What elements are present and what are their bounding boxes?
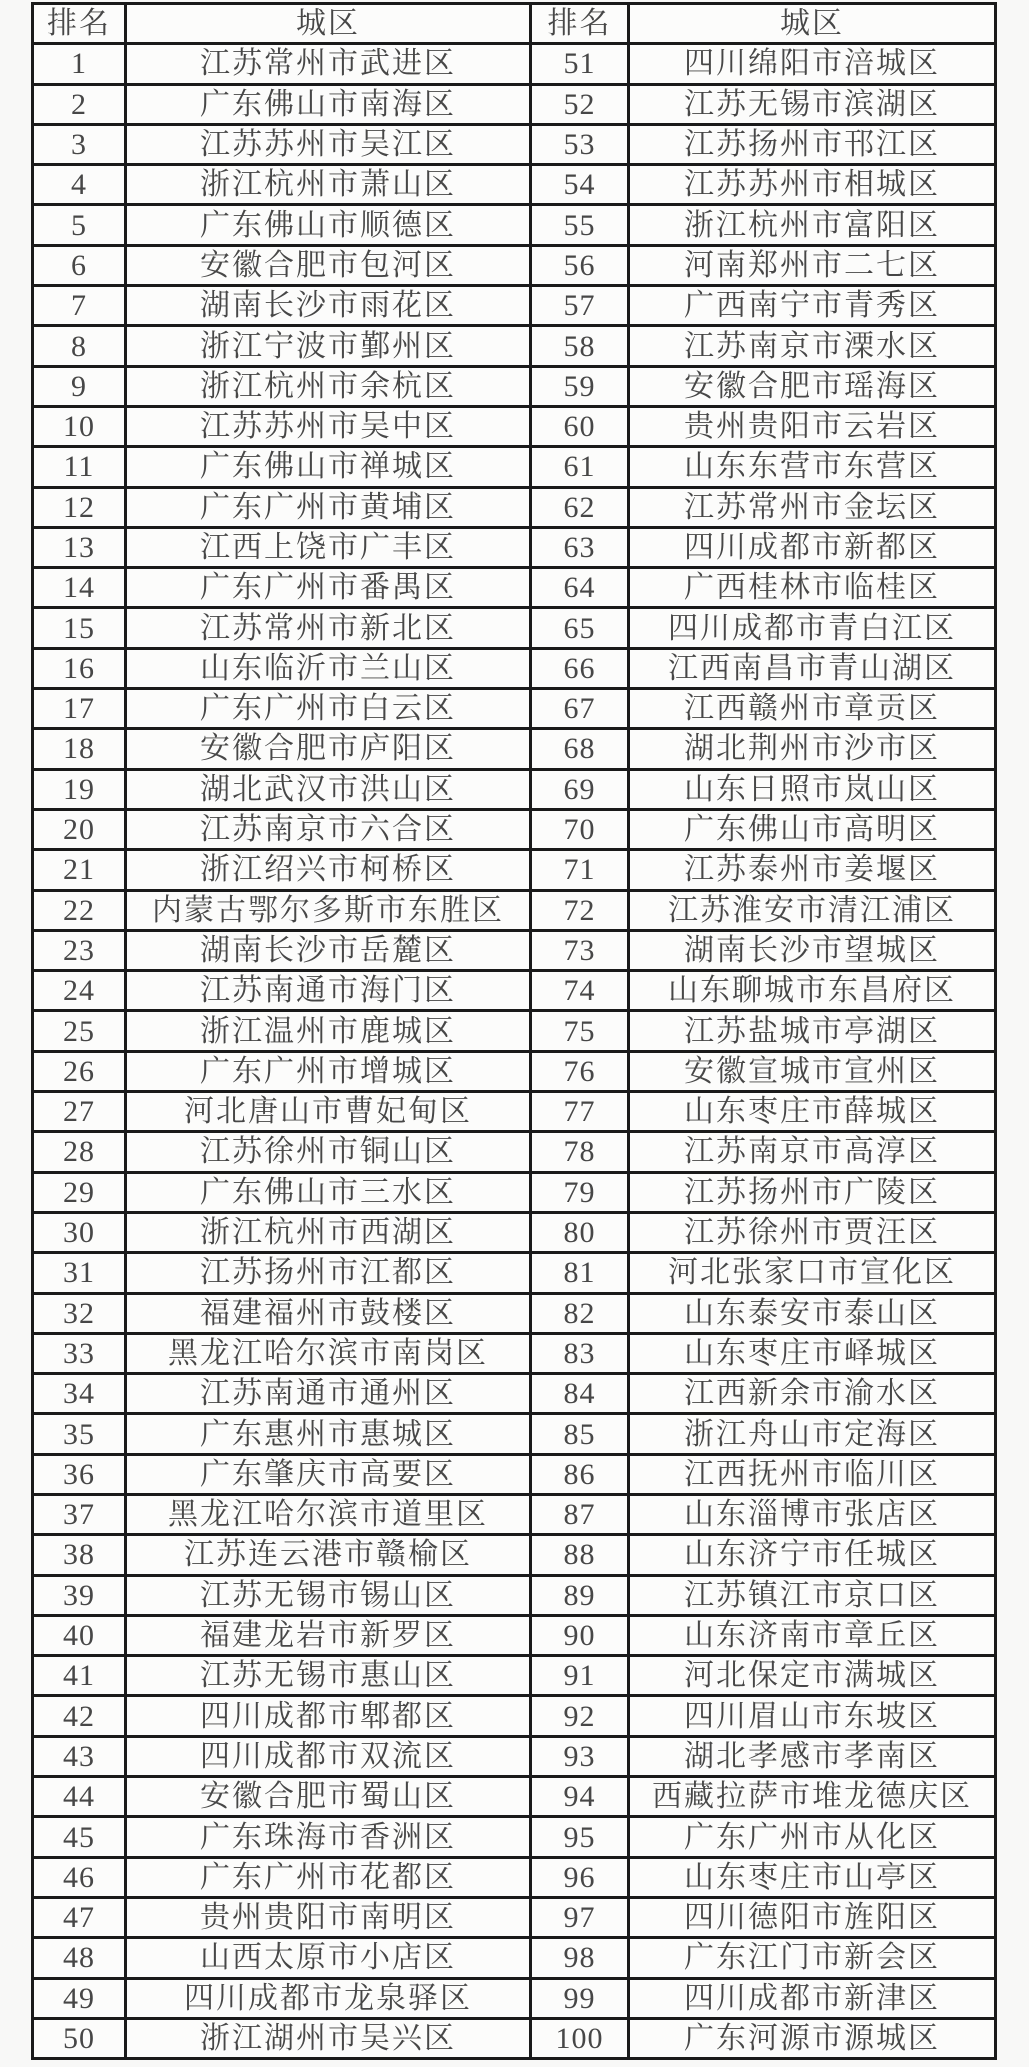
rank-cell: 7 bbox=[33, 286, 126, 326]
rank-cell: 71 bbox=[531, 850, 629, 890]
rank-cell: 28 bbox=[33, 1132, 126, 1172]
rank-cell: 49 bbox=[33, 1978, 126, 2018]
table-row bbox=[33, 1777, 996, 1817]
city-cell: 江苏扬州市广陵区 bbox=[629, 1172, 996, 1212]
table-row bbox=[33, 286, 996, 326]
rank-cell: 56 bbox=[531, 245, 629, 285]
city-cell: 山西太原市小店区 bbox=[126, 1938, 531, 1978]
city-cell: 河北张家口市宣化区 bbox=[629, 1253, 996, 1293]
rank-cell: 73 bbox=[531, 930, 629, 970]
city-cell: 山东日照市岚山区 bbox=[629, 769, 996, 809]
city-cell: 四川成都市青白江区 bbox=[629, 608, 996, 648]
rank-cell: 60 bbox=[531, 406, 629, 446]
city-cell: 四川成都市新都区 bbox=[629, 527, 996, 567]
city-cell: 湖北孝感市孝南区 bbox=[629, 1736, 996, 1776]
city-cell: 湖南长沙市岳麓区 bbox=[126, 930, 531, 970]
city-cell: 广东广州市增城区 bbox=[126, 1051, 531, 1091]
rank-cell: 5 bbox=[33, 205, 126, 245]
table-row bbox=[33, 366, 996, 406]
rank-cell: 12 bbox=[33, 487, 126, 527]
header-city-right: 城区 bbox=[629, 4, 996, 44]
city-cell: 山东东营市东营区 bbox=[629, 447, 996, 487]
table-row bbox=[33, 245, 996, 285]
rank-cell: 30 bbox=[33, 1212, 126, 1252]
city-cell: 广东佛山市顺德区 bbox=[126, 205, 531, 245]
rank-cell: 79 bbox=[531, 1172, 629, 1212]
city-cell: 江苏淮安市清江浦区 bbox=[629, 890, 996, 930]
rank-cell: 40 bbox=[33, 1615, 126, 1655]
rank-cell: 36 bbox=[33, 1454, 126, 1494]
rank-cell: 46 bbox=[33, 1857, 126, 1897]
rank-cell: 39 bbox=[33, 1575, 126, 1615]
city-cell: 广东肇庆市高要区 bbox=[126, 1454, 531, 1494]
rank-cell: 48 bbox=[33, 1938, 126, 1978]
city-cell: 广东广州市黄埔区 bbox=[126, 487, 531, 527]
rank-cell: 51 bbox=[531, 44, 629, 84]
rank-cell: 82 bbox=[531, 1293, 629, 1333]
city-cell: 广东佛山市南海区 bbox=[126, 84, 531, 124]
rank-cell: 32 bbox=[33, 1293, 126, 1333]
rank-cell: 2 bbox=[33, 84, 126, 124]
city-cell: 江苏连云港市赣榆区 bbox=[126, 1535, 531, 1575]
table-row bbox=[33, 2018, 996, 2058]
city-cell: 福建龙岩市新罗区 bbox=[126, 1615, 531, 1655]
city-cell: 浙江杭州市余杭区 bbox=[126, 366, 531, 406]
rank-cell: 68 bbox=[531, 729, 629, 769]
rank-cell: 55 bbox=[531, 205, 629, 245]
header-rank-left: 排名 bbox=[33, 4, 126, 44]
city-cell: 江苏泰州市姜堰区 bbox=[629, 850, 996, 890]
rank-cell: 90 bbox=[531, 1615, 629, 1655]
city-cell: 四川成都市龙泉驿区 bbox=[126, 1978, 531, 2018]
rank-cell: 15 bbox=[33, 608, 126, 648]
table-row bbox=[33, 648, 996, 688]
table-row bbox=[33, 1656, 996, 1696]
city-cell: 安徽宣城市宣州区 bbox=[629, 1051, 996, 1091]
rank-cell: 21 bbox=[33, 850, 126, 890]
city-cell: 江苏镇江市京口区 bbox=[629, 1575, 996, 1615]
rank-cell: 10 bbox=[33, 406, 126, 446]
table-row bbox=[33, 1696, 996, 1736]
table-row bbox=[33, 568, 996, 608]
city-cell: 浙江宁波市鄞州区 bbox=[126, 326, 531, 366]
city-cell: 江西抚州市临川区 bbox=[629, 1454, 996, 1494]
table-row bbox=[33, 1172, 996, 1212]
rank-cell: 75 bbox=[531, 1011, 629, 1051]
table-row bbox=[33, 84, 996, 124]
rank-cell: 42 bbox=[33, 1696, 126, 1736]
city-cell: 山东泰安市泰山区 bbox=[629, 1293, 996, 1333]
rank-cell: 94 bbox=[531, 1777, 629, 1817]
city-cell: 浙江温州市鹿城区 bbox=[126, 1011, 531, 1051]
rank-cell: 92 bbox=[531, 1696, 629, 1736]
rank-cell: 65 bbox=[531, 608, 629, 648]
table-row bbox=[33, 1333, 996, 1373]
city-cell: 山东临沂市兰山区 bbox=[126, 648, 531, 688]
header-rank-right: 排名 bbox=[531, 4, 629, 44]
table-row bbox=[33, 850, 996, 890]
rank-cell: 18 bbox=[33, 729, 126, 769]
table-row bbox=[33, 809, 996, 849]
rank-cell: 88 bbox=[531, 1535, 629, 1575]
rank-cell: 25 bbox=[33, 1011, 126, 1051]
rank-cell: 66 bbox=[531, 648, 629, 688]
rank-cell: 80 bbox=[531, 1212, 629, 1252]
table-row bbox=[33, 1011, 996, 1051]
table-row bbox=[33, 1897, 996, 1937]
table-row bbox=[33, 165, 996, 205]
city-cell: 浙江杭州市西湖区 bbox=[126, 1212, 531, 1252]
district-ranking-table bbox=[31, 2, 997, 2060]
city-cell: 浙江湖州市吴兴区 bbox=[126, 2018, 531, 2058]
rank-cell: 54 bbox=[531, 165, 629, 205]
header-row bbox=[33, 4, 996, 44]
rank-cell: 43 bbox=[33, 1736, 126, 1776]
table-row bbox=[33, 1494, 996, 1534]
city-cell: 湖北荆州市沙市区 bbox=[629, 729, 996, 769]
rank-cell: 41 bbox=[33, 1656, 126, 1696]
city-cell: 山东聊城市东昌府区 bbox=[629, 971, 996, 1011]
rank-cell: 87 bbox=[531, 1494, 629, 1534]
rank-cell: 8 bbox=[33, 326, 126, 366]
rank-cell: 89 bbox=[531, 1575, 629, 1615]
table-row bbox=[33, 1575, 996, 1615]
city-cell: 浙江杭州市萧山区 bbox=[126, 165, 531, 205]
city-cell: 浙江杭州市富阳区 bbox=[629, 205, 996, 245]
rank-cell: 97 bbox=[531, 1897, 629, 1937]
city-cell: 四川绵阳市涪城区 bbox=[629, 44, 996, 84]
rank-cell: 81 bbox=[531, 1253, 629, 1293]
rank-cell: 9 bbox=[33, 366, 126, 406]
rank-cell: 53 bbox=[531, 124, 629, 164]
rank-cell: 35 bbox=[33, 1414, 126, 1454]
city-cell: 浙江绍兴市柯桥区 bbox=[126, 850, 531, 890]
rank-cell: 59 bbox=[531, 366, 629, 406]
city-cell: 江苏苏州市相城区 bbox=[629, 165, 996, 205]
city-cell: 山东济南市章丘区 bbox=[629, 1615, 996, 1655]
rank-cell: 57 bbox=[531, 286, 629, 326]
table-row bbox=[33, 447, 996, 487]
city-cell: 江苏盐城市亭湖区 bbox=[629, 1011, 996, 1051]
table-row bbox=[33, 930, 996, 970]
table-row bbox=[33, 1938, 996, 1978]
city-cell: 江西新余市渝水区 bbox=[629, 1374, 996, 1414]
city-cell: 四川成都市新津区 bbox=[629, 1978, 996, 2018]
rank-cell: 38 bbox=[33, 1535, 126, 1575]
table-row bbox=[33, 1374, 996, 1414]
city-cell: 福建福州市鼓楼区 bbox=[126, 1293, 531, 1333]
rank-cell: 45 bbox=[33, 1817, 126, 1857]
city-cell: 黑龙江哈尔滨市道里区 bbox=[126, 1494, 531, 1534]
city-cell: 黑龙江哈尔滨市南岗区 bbox=[126, 1333, 531, 1373]
rank-cell: 11 bbox=[33, 447, 126, 487]
rank-cell: 62 bbox=[531, 487, 629, 527]
rank-cell: 31 bbox=[33, 1253, 126, 1293]
rank-cell: 74 bbox=[531, 971, 629, 1011]
rank-cell: 33 bbox=[33, 1333, 126, 1373]
rank-cell: 24 bbox=[33, 971, 126, 1011]
city-cell: 江苏扬州市江都区 bbox=[126, 1253, 531, 1293]
city-cell: 四川德阳市旌阳区 bbox=[629, 1897, 996, 1937]
rank-cell: 69 bbox=[531, 769, 629, 809]
rank-cell: 20 bbox=[33, 809, 126, 849]
table-row bbox=[33, 1454, 996, 1494]
rank-cell: 78 bbox=[531, 1132, 629, 1172]
table-row bbox=[33, 205, 996, 245]
rank-cell: 17 bbox=[33, 689, 126, 729]
table-row bbox=[33, 1817, 996, 1857]
rank-cell: 85 bbox=[531, 1414, 629, 1454]
rank-cell: 93 bbox=[531, 1736, 629, 1776]
rank-cell: 16 bbox=[33, 648, 126, 688]
city-cell: 湖南长沙市雨花区 bbox=[126, 286, 531, 326]
rank-cell: 22 bbox=[33, 890, 126, 930]
city-cell: 广东广州市从化区 bbox=[629, 1817, 996, 1857]
table-row bbox=[33, 1253, 996, 1293]
city-cell: 广西桂林市临桂区 bbox=[629, 568, 996, 608]
table-row bbox=[33, 1615, 996, 1655]
rank-cell: 52 bbox=[531, 84, 629, 124]
table-body bbox=[33, 44, 996, 2059]
city-cell: 河北唐山市曹妃甸区 bbox=[126, 1092, 531, 1132]
rank-cell: 26 bbox=[33, 1051, 126, 1091]
table-row bbox=[33, 326, 996, 366]
city-cell: 江苏无锡市滨湖区 bbox=[629, 84, 996, 124]
city-cell: 四川成都市郫都区 bbox=[126, 1696, 531, 1736]
city-cell: 江苏扬州市邗江区 bbox=[629, 124, 996, 164]
city-cell: 西藏拉萨市堆龙德庆区 bbox=[629, 1777, 996, 1817]
city-cell: 广西南宁市青秀区 bbox=[629, 286, 996, 326]
city-cell: 浙江舟山市定海区 bbox=[629, 1414, 996, 1454]
table-row bbox=[33, 487, 996, 527]
city-cell: 广东江门市新会区 bbox=[629, 1938, 996, 1978]
rank-cell: 100 bbox=[531, 2018, 629, 2058]
city-cell: 广东珠海市香洲区 bbox=[126, 1817, 531, 1857]
rank-cell: 63 bbox=[531, 527, 629, 567]
table-row bbox=[33, 1535, 996, 1575]
rank-cell: 95 bbox=[531, 1817, 629, 1857]
rank-cell: 4 bbox=[33, 165, 126, 205]
city-cell: 江西南昌市青山湖区 bbox=[629, 648, 996, 688]
city-cell: 江苏南通市通州区 bbox=[126, 1374, 531, 1414]
table-row bbox=[33, 1092, 996, 1132]
city-cell: 江苏无锡市惠山区 bbox=[126, 1656, 531, 1696]
table-row bbox=[33, 1132, 996, 1172]
city-cell: 贵州贵阳市南明区 bbox=[126, 1897, 531, 1937]
table-row bbox=[33, 44, 996, 84]
rank-cell: 14 bbox=[33, 568, 126, 608]
city-cell: 江苏常州市武进区 bbox=[126, 44, 531, 84]
rank-cell: 84 bbox=[531, 1374, 629, 1414]
city-cell: 江苏徐州市贾汪区 bbox=[629, 1212, 996, 1252]
city-cell: 广东广州市花都区 bbox=[126, 1857, 531, 1897]
city-cell: 四川成都市双流区 bbox=[126, 1736, 531, 1776]
rank-cell: 19 bbox=[33, 769, 126, 809]
city-cell: 广东广州市白云区 bbox=[126, 689, 531, 729]
city-cell: 湖南长沙市望城区 bbox=[629, 930, 996, 970]
city-cell: 山东枣庄市山亭区 bbox=[629, 1857, 996, 1897]
rank-cell: 99 bbox=[531, 1978, 629, 2018]
table-row bbox=[33, 890, 996, 930]
rank-cell: 50 bbox=[33, 2018, 126, 2058]
city-cell: 内蒙古鄂尔多斯市东胜区 bbox=[126, 890, 531, 930]
city-cell: 安徽合肥市庐阳区 bbox=[126, 729, 531, 769]
city-cell: 江苏南通市海门区 bbox=[126, 971, 531, 1011]
city-cell: 山东枣庄市峄城区 bbox=[629, 1333, 996, 1373]
city-cell: 河南郑州市二七区 bbox=[629, 245, 996, 285]
city-cell: 江西上饶市广丰区 bbox=[126, 527, 531, 567]
district-ranking-document bbox=[31, 2, 997, 2060]
rank-cell: 83 bbox=[531, 1333, 629, 1373]
table-row bbox=[33, 1736, 996, 1776]
table-row bbox=[33, 1978, 996, 2018]
city-cell: 山东济宁市任城区 bbox=[629, 1535, 996, 1575]
city-cell: 山东淄博市张店区 bbox=[629, 1494, 996, 1534]
city-cell: 广东佛山市三水区 bbox=[126, 1172, 531, 1212]
rank-cell: 67 bbox=[531, 689, 629, 729]
rank-cell: 1 bbox=[33, 44, 126, 84]
table-row bbox=[33, 689, 996, 729]
header-city-left: 城区 bbox=[126, 4, 531, 44]
rank-cell: 23 bbox=[33, 930, 126, 970]
table-row bbox=[33, 1212, 996, 1252]
city-cell: 江苏徐州市铜山区 bbox=[126, 1132, 531, 1172]
city-cell: 江苏常州市金坛区 bbox=[629, 487, 996, 527]
rank-cell: 13 bbox=[33, 527, 126, 567]
city-cell: 江苏无锡市锡山区 bbox=[126, 1575, 531, 1615]
rank-cell: 27 bbox=[33, 1092, 126, 1132]
rank-cell: 58 bbox=[531, 326, 629, 366]
rank-cell: 61 bbox=[531, 447, 629, 487]
city-cell: 贵州贵阳市云岩区 bbox=[629, 406, 996, 446]
table-row bbox=[33, 1051, 996, 1091]
table-row bbox=[33, 527, 996, 567]
rank-cell: 47 bbox=[33, 1897, 126, 1937]
rank-cell: 91 bbox=[531, 1656, 629, 1696]
rank-cell: 44 bbox=[33, 1777, 126, 1817]
city-cell: 江西赣州市章贡区 bbox=[629, 689, 996, 729]
table-row bbox=[33, 1414, 996, 1454]
city-cell: 四川眉山市东坡区 bbox=[629, 1696, 996, 1736]
city-cell: 广东惠州市惠城区 bbox=[126, 1414, 531, 1454]
rank-cell: 37 bbox=[33, 1494, 126, 1534]
table-row bbox=[33, 1857, 996, 1897]
rank-cell: 70 bbox=[531, 809, 629, 849]
city-cell: 安徽合肥市蜀山区 bbox=[126, 1777, 531, 1817]
city-cell: 江苏常州市新北区 bbox=[126, 608, 531, 648]
city-cell: 江苏南京市六合区 bbox=[126, 809, 531, 849]
rank-cell: 29 bbox=[33, 1172, 126, 1212]
city-cell: 广东佛山市高明区 bbox=[629, 809, 996, 849]
city-cell: 江苏南京市溧水区 bbox=[629, 326, 996, 366]
rank-cell: 64 bbox=[531, 568, 629, 608]
rank-cell: 34 bbox=[33, 1374, 126, 1414]
table-row bbox=[33, 406, 996, 446]
rank-cell: 72 bbox=[531, 890, 629, 930]
rank-cell: 3 bbox=[33, 124, 126, 164]
rank-cell: 96 bbox=[531, 1857, 629, 1897]
table-row bbox=[33, 971, 996, 1011]
city-cell: 广东河源市源城区 bbox=[629, 2018, 996, 2058]
rank-cell: 98 bbox=[531, 1938, 629, 1978]
city-cell: 广东佛山市禅城区 bbox=[126, 447, 531, 487]
table-row bbox=[33, 1293, 996, 1333]
city-cell: 江苏苏州市吴中区 bbox=[126, 406, 531, 446]
city-cell: 江苏苏州市吴江区 bbox=[126, 124, 531, 164]
table-row bbox=[33, 124, 996, 164]
table-row bbox=[33, 729, 996, 769]
rank-cell: 77 bbox=[531, 1092, 629, 1132]
city-cell: 广东广州市番禺区 bbox=[126, 568, 531, 608]
rank-cell: 86 bbox=[531, 1454, 629, 1494]
city-cell: 河北保定市满城区 bbox=[629, 1656, 996, 1696]
rank-cell: 76 bbox=[531, 1051, 629, 1091]
city-cell: 山东枣庄市薛城区 bbox=[629, 1092, 996, 1132]
table-row bbox=[33, 608, 996, 648]
table-row bbox=[33, 769, 996, 809]
city-cell: 江苏南京市高淳区 bbox=[629, 1132, 996, 1172]
city-cell: 安徽合肥市包河区 bbox=[126, 245, 531, 285]
city-cell: 湖北武汉市洪山区 bbox=[126, 769, 531, 809]
city-cell: 安徽合肥市瑶海区 bbox=[629, 366, 996, 406]
rank-cell: 6 bbox=[33, 245, 126, 285]
